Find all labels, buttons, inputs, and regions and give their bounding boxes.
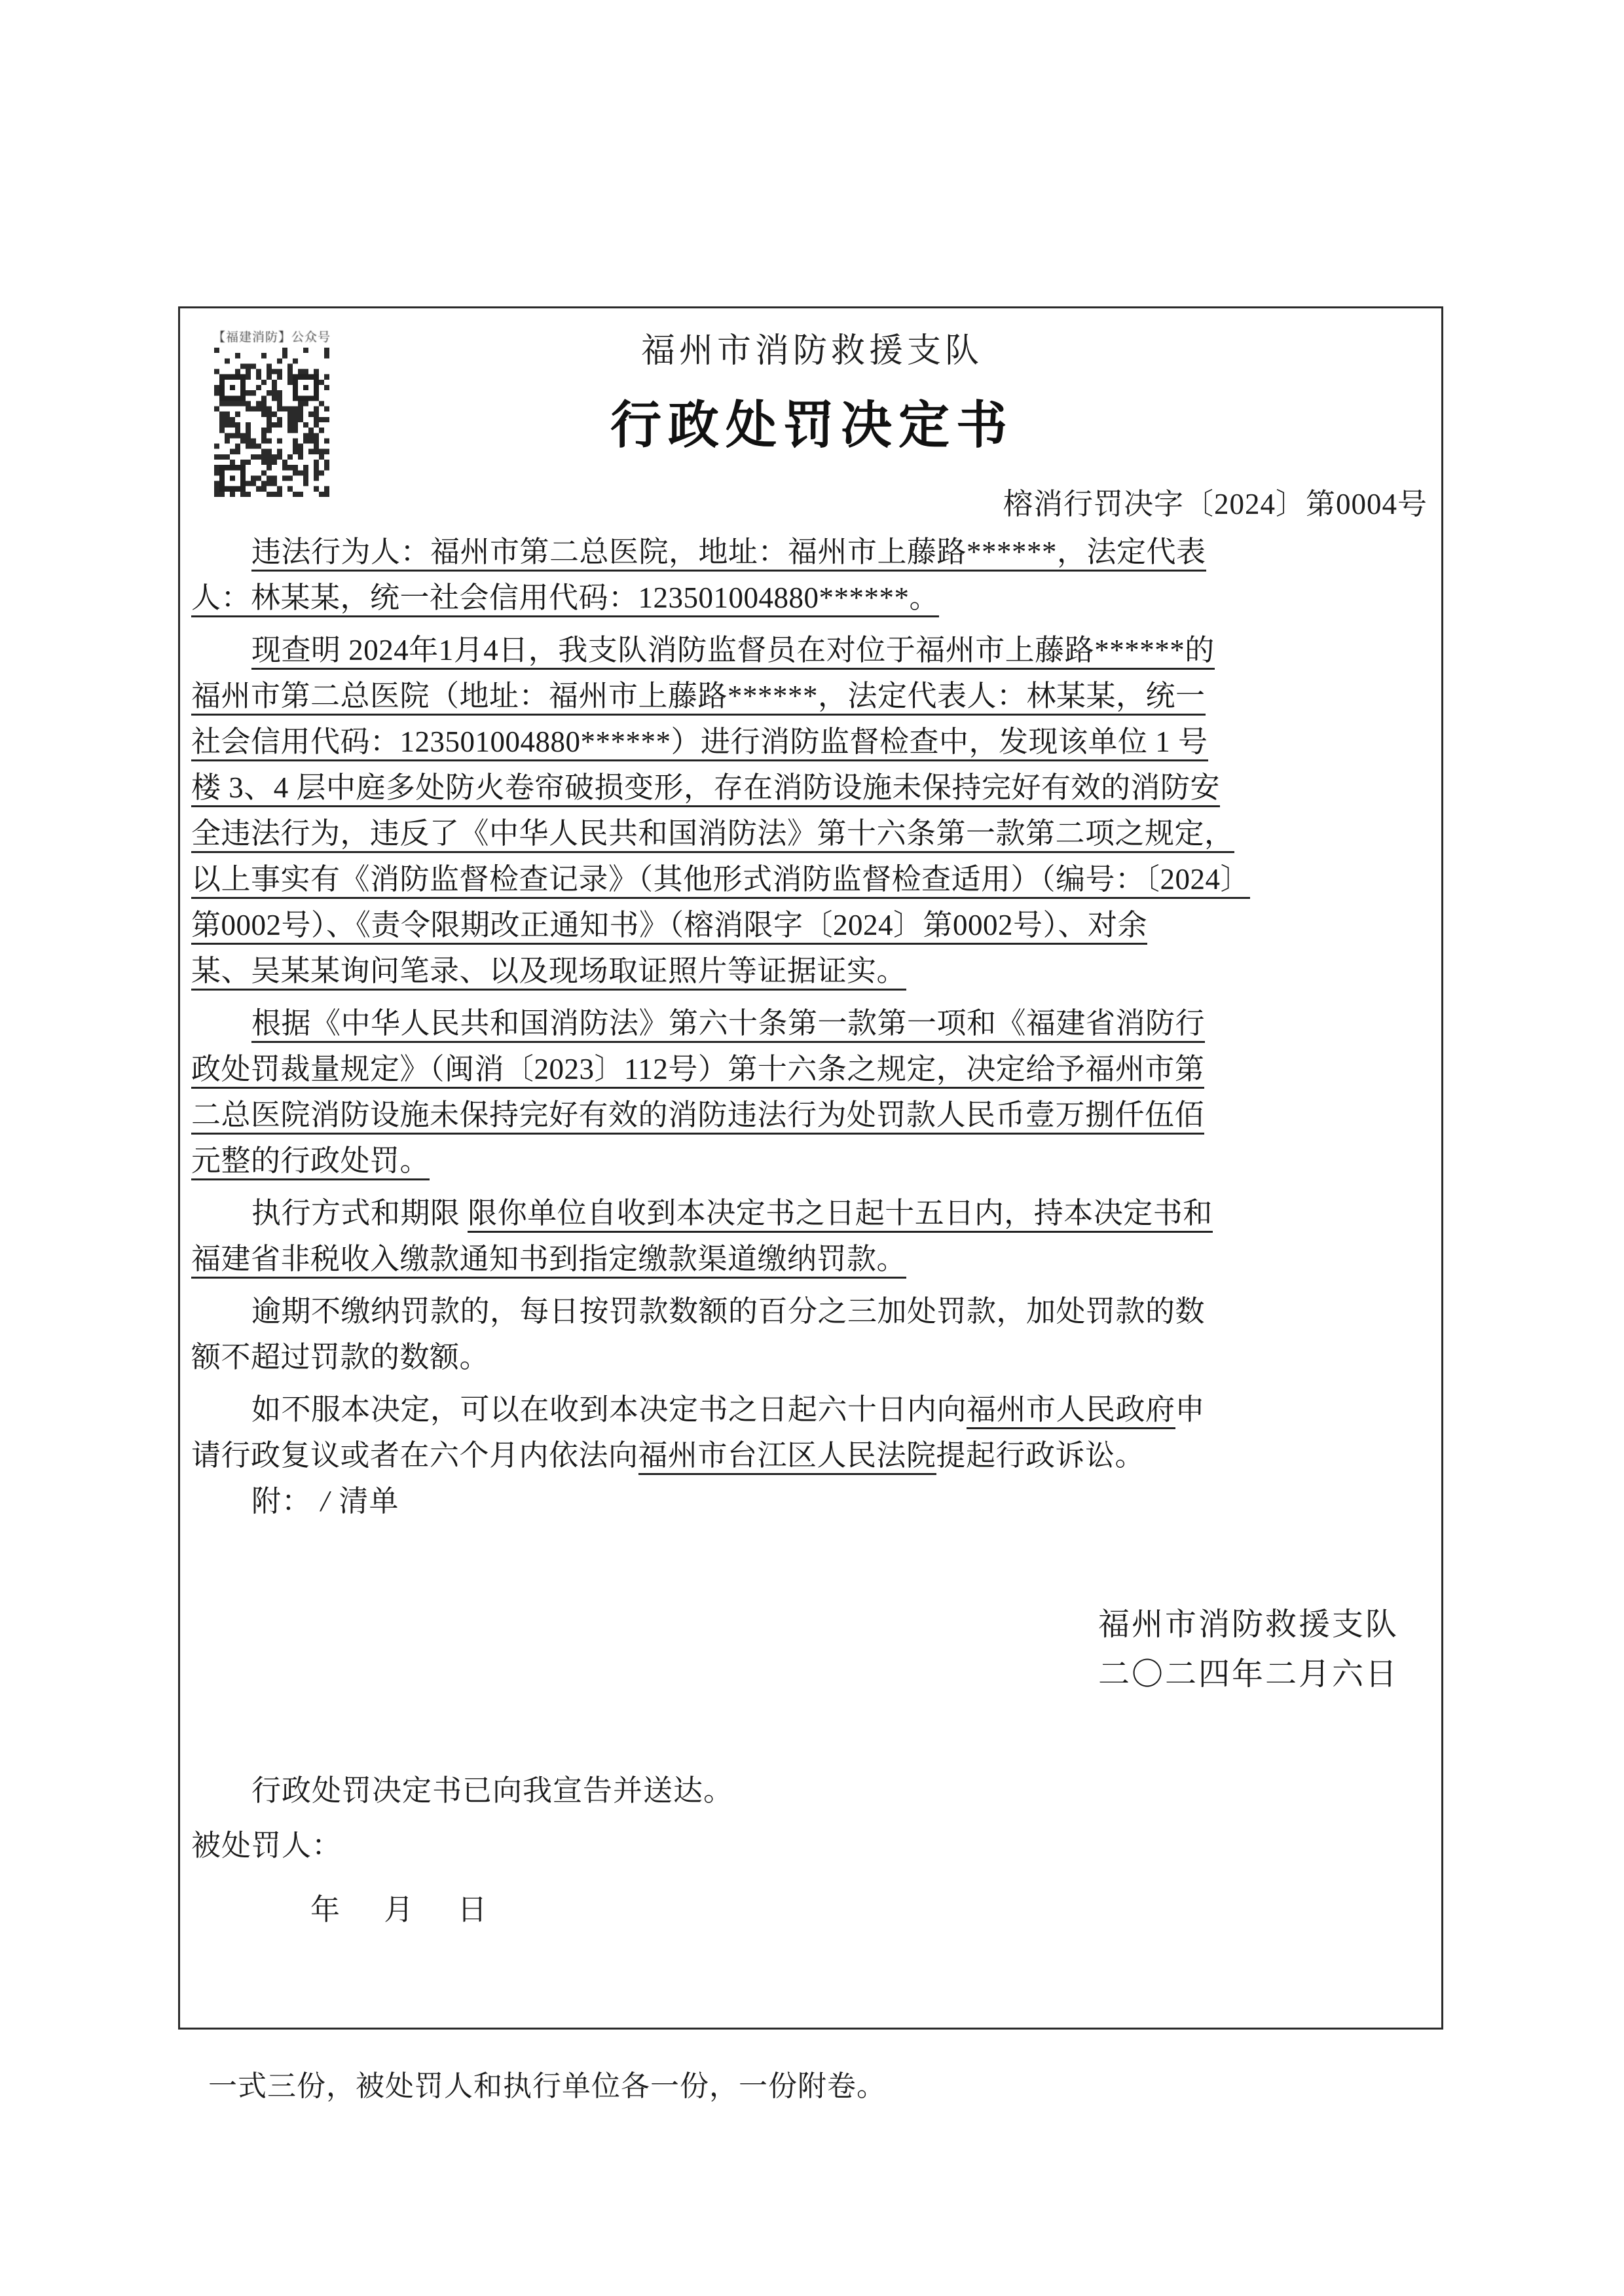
document-header [191, 318, 1433, 456]
decision-line-1: 根据《中华人民共和国消防法》第六十条第一款第一项和《福建省消防行 [191, 1000, 1433, 1046]
signature-block [191, 1600, 1433, 1700]
appeal-authority: 福州市人民政府 [967, 1393, 1175, 1429]
document-number: 榕消行罚决字〔2024〕第0004号 [1003, 487, 1428, 520]
decision-line-2: 政处罚裁量规定》（闽消〔2023〕112号）第十六条之规定，决定给予福州市第 [191, 1046, 1433, 1092]
execution-line-2: 福建省非税收入缴款通知书到指定缴款渠道缴纳罚款。 [191, 1236, 1433, 1282]
year-label: 年 [310, 1893, 341, 1926]
party-line-2: 人：林某某，统一社会信用代码：123501004880******。 [191, 575, 1433, 621]
attachment-value: 清单 [339, 1484, 399, 1518]
punished-party-signature-label: 被处罚人： [191, 1829, 342, 1862]
appeal-paragraph [191, 1387, 1433, 1478]
service-receipt-block [191, 1768, 1433, 1928]
facts-line-6: 以上事实有《消防监督检查记录》（其他形式消防监督检查适用）（编号：〔2024〕 [191, 856, 1433, 902]
facts-line-2: 福州市第二总医院（地址：福州市上藤路******，法定代表人：林某某，统一 [191, 673, 1433, 719]
month-label: 月 [384, 1893, 415, 1926]
date-blank-row [191, 1886, 1433, 1928]
facts-line-1: 现查明 2024年1月4日，我支队消防监督员在对位于福州市上藤路******的 [191, 627, 1433, 673]
appeal-line-1: 如不服本决定，可以在收到本决定书之日起六十日内向福州市人民政府申 [191, 1387, 1433, 1432]
appeal-court: 福州市台江区人民法院 [638, 1439, 936, 1475]
qr-code-caption: 【福建消防】公众号 [212, 331, 331, 344]
decision-paragraph [191, 1000, 1433, 1184]
signature-date: 二〇二四年二月六日 [1098, 1656, 1399, 1692]
document-body [191, 318, 1433, 1928]
party-line-1: 违法行为人：福州市第二总医院，地址：福州市上藤路******，法定代表 [191, 529, 1433, 575]
facts-line-8: 某、吴某某询问笔录、以及现场取证照片等证据证实。 [191, 948, 1433, 994]
appeal-line-2: 请行政复议或者在六个月内依法向福州市台江区人民法院提起行政诉讼。 [191, 1432, 1433, 1478]
decision-line-4: 元整的行政处罚。 [191, 1138, 1433, 1184]
service-declaration: 行政处罚决定书已向我宣告并送达。 [251, 1774, 734, 1807]
facts-line-4: 楼 3、4 层中庭多处防火卷帘破损变形，存在消防设施未保持完好有效的消防安 [191, 765, 1433, 811]
party-paragraph [191, 529, 1433, 621]
attachment-row [191, 1478, 1433, 1524]
decision-line-3: 二总医院消防设施未保持完好有效的消防违法行为处罚款人民币壹万捌仟伍佰 [191, 1092, 1433, 1138]
issuing-organization-title: 福州市消防救援支队 [640, 333, 983, 370]
page-title: 行政处罚决定书 [610, 397, 1014, 454]
facts-line-3: 社会信用代码：123501004880******）进行消防监督检查中，发现该单位 1 号 [191, 719, 1433, 765]
facts-paragraph [191, 627, 1433, 994]
attachment-label: 附： [251, 1484, 312, 1518]
attachment-slash: / [321, 1484, 330, 1518]
execution-label: 执行方式和期限 [251, 1196, 460, 1230]
overdue-line-2: 额不超过罚款的数额。 [191, 1340, 490, 1374]
facts-line-5: 全违法行为，违反了《中华人民共和国消防法》第十六条第一款第二项之规定， [191, 811, 1433, 856]
overdue-paragraph [191, 1288, 1433, 1380]
execution-line-1: 执行方式和期限 限你单位自收到本决定书之日起十五日内，持本决定书和 [191, 1190, 1433, 1236]
execution-paragraph [191, 1190, 1433, 1282]
signature-organization: 福州市消防救援支队 [1098, 1607, 1399, 1642]
facts-line-7: 第0002号）、《责令限期改正通知书》（榕消限字〔2024〕第0002号）、对余 [191, 902, 1433, 948]
day-label: 日 [457, 1893, 488, 1926]
copies-note: 一式三份，被处罚人和执行单位各一份，一份附卷。 [208, 2070, 886, 2102]
overdue-line-1: 逾期不缴纳罚款的，每日按罚款数额的百分之三加处罚款，加处罚款的数 [251, 1294, 1206, 1328]
